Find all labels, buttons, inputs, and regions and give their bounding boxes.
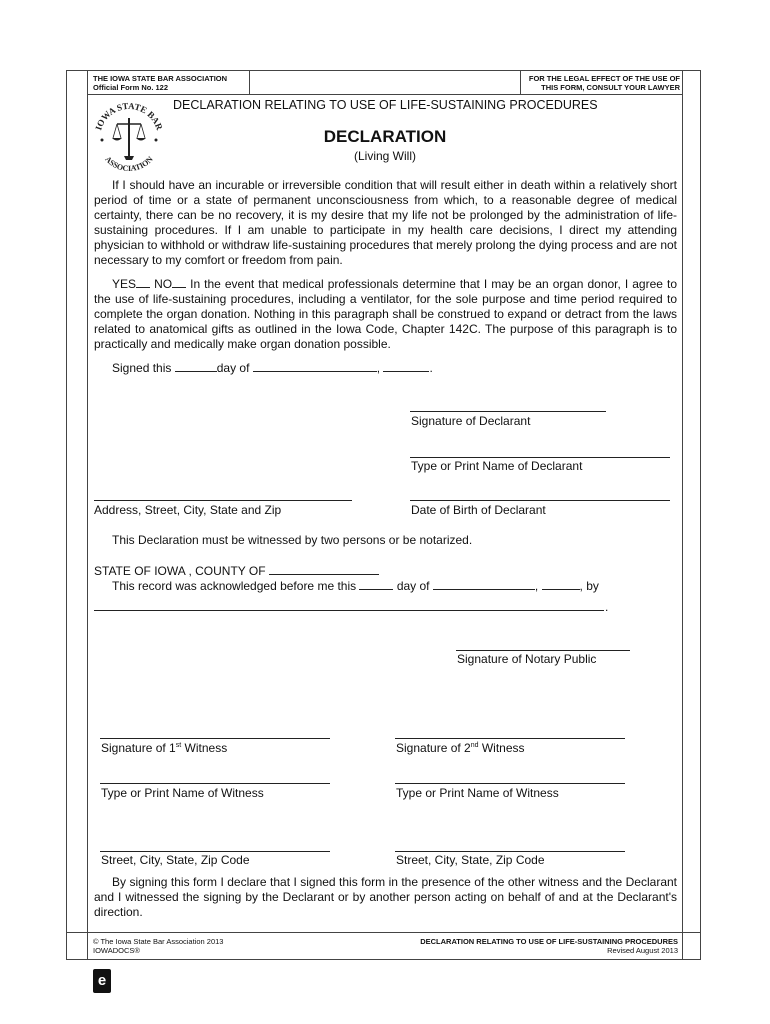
witness1-signature-label xyxy=(101,741,227,755)
footer-copyright: © The Iowa State Bar Association 2013 xyxy=(93,937,224,946)
declarant-dob-label: Date of Birth of Declarant xyxy=(411,503,546,517)
witness2-address-label: Street, City, State, Zip Code xyxy=(396,853,545,867)
footer-revised: Revised August 2013 xyxy=(607,946,678,955)
witness2-signature-prefix: Signature of 2 xyxy=(396,741,471,755)
declarant-signature-line[interactable] xyxy=(410,411,606,412)
footer-iowadocs: IOWADOCS® xyxy=(93,946,140,955)
signed-month-field[interactable] xyxy=(253,360,377,372)
footer-left xyxy=(93,937,223,955)
witness1-print-name-label: Type or Print Name of Witness xyxy=(101,786,264,800)
header-legal-notice xyxy=(529,74,680,92)
witness2-print-name-line[interactable] xyxy=(395,783,625,784)
left-margin-line xyxy=(66,70,67,960)
witness2-print-name-label: Type or Print Name of Witness xyxy=(396,786,559,800)
witness1-ordinal: st xyxy=(175,742,182,749)
right-border-line xyxy=(682,70,683,960)
left-border-line xyxy=(87,70,88,960)
notary-by-name-line[interactable] xyxy=(94,610,604,611)
footer-right xyxy=(420,937,678,955)
notary-signature-label: Signature of Notary Public xyxy=(457,652,597,666)
notary-month-field[interactable] xyxy=(433,578,535,590)
living-will-subtitle: (Living Will) xyxy=(353,149,416,163)
witness1-address-line[interactable] xyxy=(100,851,330,852)
signed-day-of-label: day of xyxy=(216,361,250,375)
no-checkbox-blank[interactable] xyxy=(172,276,186,288)
witness2-signature-suffix: Witness xyxy=(481,741,525,755)
declaration-paragraph xyxy=(94,178,677,268)
witness1-print-name-line[interactable] xyxy=(100,783,330,784)
notary-state-county xyxy=(94,563,379,578)
header-mid-divider-right xyxy=(520,70,521,94)
yes-checkbox-blank[interactable] xyxy=(136,276,150,288)
witness2-signature-label xyxy=(396,741,525,755)
legal-notice-line2: THIS FORM, CONSULT YOUR LAWYER xyxy=(541,83,680,92)
no-label: NO xyxy=(154,277,173,291)
witness1-signature-suffix: Witness xyxy=(184,741,228,755)
witness1-signature-prefix: Signature of 1 xyxy=(101,741,176,755)
declarant-dob-line[interactable] xyxy=(410,500,670,501)
yes-label: YES xyxy=(112,277,137,291)
header-divider-line xyxy=(87,94,683,95)
declaration-heading: DECLARATION xyxy=(323,127,447,146)
official-form-number: Official Form No. 122 xyxy=(93,83,169,92)
seal-text-top: IOWA STATE BAR xyxy=(93,100,165,132)
witness1-signature-line[interactable] xyxy=(100,738,330,739)
notary-day-field[interactable] xyxy=(359,578,393,590)
legal-notice-line1: FOR THE LEGAL EFFECT OF THE USE OF xyxy=(528,74,680,83)
header-mid-divider-left xyxy=(249,70,250,94)
bottom-border-line xyxy=(66,959,701,960)
footer-form-title: DECLARATION RELATING TO USE OF LIFE-SUSTAINING PROCEDURES xyxy=(420,937,678,946)
acknowledged-label: This record was acknowledged before me this xyxy=(112,579,357,593)
declarant-address-line[interactable] xyxy=(94,500,352,501)
signed-this-label: Signed this xyxy=(112,361,172,375)
declarant-signature-label: Signature of Declarant xyxy=(411,414,531,428)
signed-year-field[interactable] xyxy=(383,360,429,372)
paragraph2-text: In the event that medical professionals determine that I may be an organ donor, I agree to the use of life-sustaining procedures, including a ventilator, for the sole purpose and time period required to complete the organ donation. Nothing in this paragraph shall be construed to expand or detract from the laws related to anatomical gifts as outlined in the Iowa Code, Chapter 142C. The purpose of this paragraph is to practically and medically make organ donation possible. xyxy=(94,277,677,351)
seal-text-bottom: ASSOCIATION xyxy=(103,154,155,174)
right-margin-line xyxy=(700,70,701,960)
footer-divider-line xyxy=(66,932,701,933)
notary-by-period: . xyxy=(605,600,609,614)
witness2-signature-line[interactable] xyxy=(395,738,625,739)
notary-acknowledgement: This record was acknowledged before me this day of , , by xyxy=(112,579,599,593)
declarant-address-label: Address, Street, City, State and Zip xyxy=(94,503,282,517)
header-association xyxy=(93,74,227,92)
e-badge-letter: e xyxy=(97,972,107,989)
organ-donor-paragraph xyxy=(94,276,677,352)
state-county-label: STATE OF IOWA , COUNTY OF xyxy=(94,564,266,578)
declarant-print-name-label: Type or Print Name of Declarant xyxy=(411,459,583,473)
paragraph1-text: If I should have an incurable or irreversible condition that will result either in death within a relatively short period of time or a state of permanent unconsciousness from which, to a reasonable degree of medical certainty, there can be no recovery, it is my desire that my life not be prolonged by the administration of life-sustaining procedures. If I am unable to participate in my health care decisions, I direct my attending physician to withhold or withdraw life-sustaining procedures that merely prolong the dying process and are not necessary to my comfort or freedom from pain. xyxy=(94,178,677,267)
e-badge-icon[interactable] xyxy=(93,969,111,993)
signed-this-line: Signed this day of , . xyxy=(112,361,433,375)
notary-day-of-label: day of xyxy=(396,579,430,593)
notary-signature-line[interactable] xyxy=(456,650,630,651)
witness-notice: This Declaration must be witnessed by two persons or be notarized. xyxy=(112,533,473,547)
top-border-line xyxy=(66,70,701,71)
notary-year-field[interactable] xyxy=(542,578,580,590)
witness1-address-label: Street, City, State, Zip Code xyxy=(101,853,250,867)
witness2-address-line[interactable] xyxy=(395,851,625,852)
county-field[interactable] xyxy=(269,563,379,575)
witness2-ordinal: nd xyxy=(470,742,479,749)
form-title: DECLARATION RELATING TO USE OF LIFE-SUSTAINING PROCEDURES xyxy=(173,98,598,112)
association-name: THE IOWA STATE BAR ASSOCIATION xyxy=(93,74,228,83)
notary-by-label: by xyxy=(586,579,599,593)
signed-day-field[interactable] xyxy=(175,360,217,372)
closing-paragraph: By signing this form I declare that I signed this form in the presence of the other witness and the Declarant and I witnessed the signing by the Declarant or by another person acting on behalf of and at the Declarant's direction. xyxy=(94,875,677,919)
declarant-print-name-line[interactable] xyxy=(410,457,670,458)
